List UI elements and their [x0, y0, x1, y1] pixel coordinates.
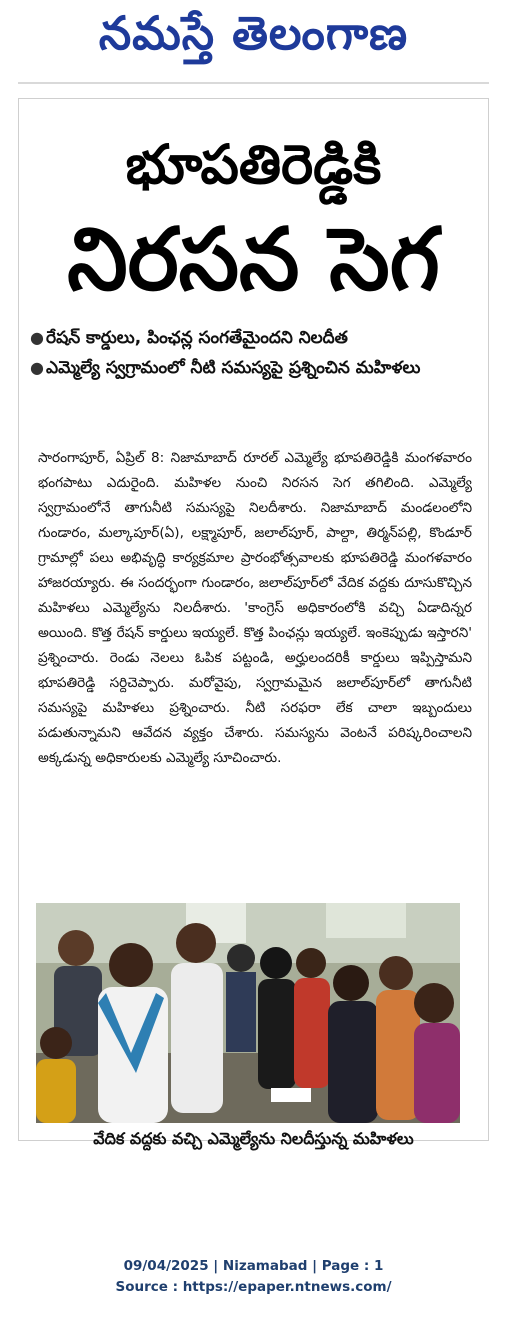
bullet-icon: ● [30, 328, 44, 347]
article-kicker: భూపతిరెడ్డికి [125, 133, 382, 196]
bullet-icon: ● [30, 358, 44, 377]
newspaper-name: నమస్తే తెలంగాణ [98, 6, 409, 60]
news-photo [36, 903, 460, 1123]
article-headline: నిరసన సెగ [67, 210, 440, 310]
source-link[interactable]: Source : https://epaper.ntnews.com/ [115, 1279, 392, 1295]
photo-caption: వేదిక వద్దకు వచ్చి ఎమ్మెల్యేను నిలదీస్తున్న మహిళలు [93, 1129, 414, 1148]
article-body: సారంగాపూర్, ఏప్రిల్ 8: నిజామాబాద్ రూరల్ ఎమ్మెల్యే భూపతిరెడ్డికి మంగళవారం భంగపాటు ఎదురైంది. మహిళల నుంచి నిరసన సెగ తగిలింది. ఎమ్మెల్యే స్వగ్రామంలోనే తాగునీటి సమస్యపై నిలదీశారు. నిజామాబాద్ మండలంలోని గుండారం, మల్కాపూర్(ఏ), లక్ష్మాపూర్, జలాల్‌పూర్, పాల్దా, తిర్మన్‌పల్లి, కొండూర్ గ్రామాల్లో పలు అభివృద్ధి కార్యక్రమాల ప్రారంభోత్సవాలకు భూపతిరెడ్డి మంగళవారం హాజరయ్యారు. ఈ సందర్భంగా గుండారం, జలాల్‌పూర్‌లో వేదిక వద్దకు దూసుకొచ్చిన మహిళలు ఎమ్మెల్యేను నిలదీశారు. 'కాంగ్రెస్ అధికారంలోకి వచ్చి ఏడాదిన్నర అయింది. కొత్త రేషన్ కార్డులు ఇయ్యలే. కొత్త పింఛన్లు ఇయ్యలే. ఇంకెప్పుడు ఇస్తారని' ప్రశ్నించారు. రెండు నెలలు ఓపిక పట్టండి, అర్హులందరికీ కార్డులు ఇప్పిస్తామని భూపతిరెడ్డి సర్దిచెప్పారు. మరోవైపు, స్వగ్రామమైన జలాల్‌పూర్‌లో తాగునీటి సమస్యపై మహిళలు ప్రశ్నించారు. నీటి సరఫరా లేక చాలా ఇబ్బందులు పడుతున్నామని ఆవేదన వ్యక్తం చేశారు. సమస్యను వెంటనే పరిష్కరించాలని అక్కడున్న అధికారులకు ఎమ్మెల్యే సూచించారు. [38, 450, 472, 766]
highlights-list [30, 326, 480, 386]
edition-info: 09/04/2025 | Nizamabad | Page : 1 [123, 1258, 384, 1274]
masthead [0, 0, 507, 88]
masthead-divider [18, 82, 489, 84]
crowd-photo-illustration [36, 903, 460, 1123]
highlight-item [30, 326, 480, 350]
highlight-item [30, 356, 480, 380]
highlight-text: రేషన్ కార్డులు, పింఛన్ల సంగతేమైందని నిలదీత [46, 328, 348, 348]
highlight-text: ఎమ్మెల్యే స్వగ్రామంలో నీటి సమస్యపై ప్రశ్నించిన మహిళలు [46, 358, 421, 378]
